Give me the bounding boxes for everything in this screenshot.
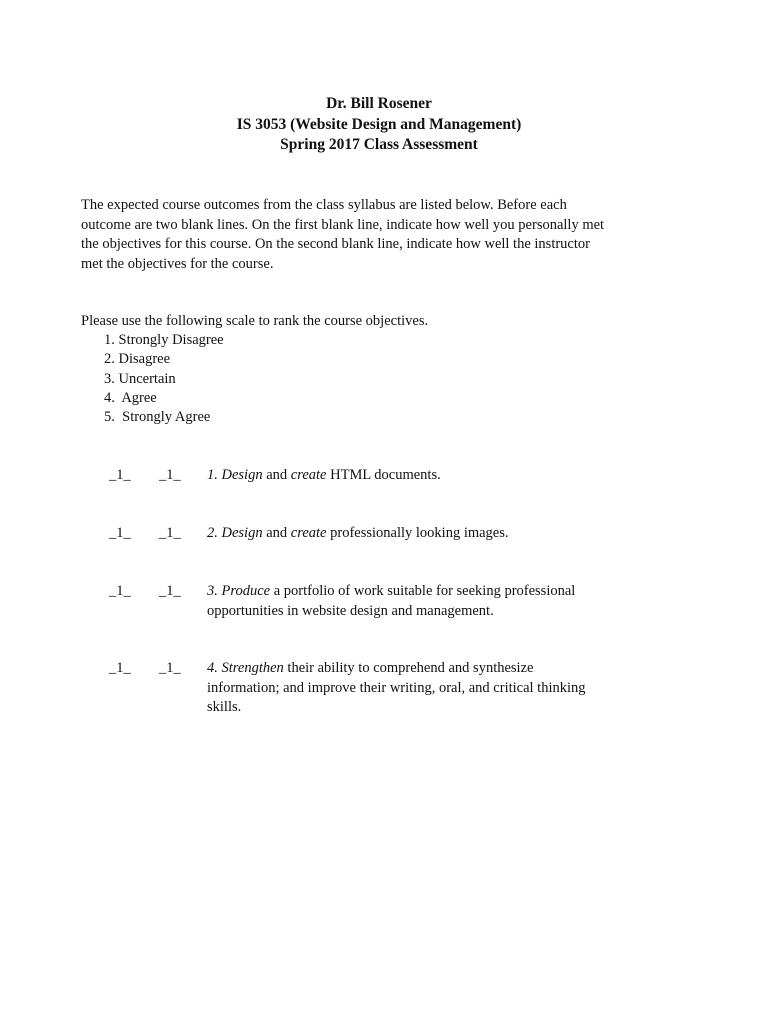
outcome-description: professionally looking images. [330, 525, 509, 541]
outcome-text [207, 582, 677, 621]
rating-scale-list [104, 331, 224, 427]
outcome-number: 4. [207, 660, 218, 676]
outcome-continuation: skills. [207, 699, 242, 715]
outcome-continuation: opportunities in website design and management. [207, 602, 494, 619]
outcome-verb: Design [221, 467, 263, 483]
instructor-name: Dr. Bill Rosener [326, 95, 432, 112]
self-rating-blank[interactable]: _1_ [109, 660, 131, 676]
outcome-text [207, 466, 677, 486]
self-rating-blank[interactable]: _1_ [109, 525, 131, 541]
outcome-number: 1. [207, 467, 218, 483]
outcome-text [207, 524, 677, 544]
scale-instructions: Please use the following scale to rank the course objectives. [81, 313, 429, 329]
scale-item: 1. Strongly Disagree [104, 332, 224, 348]
scale-item: 3. Uncertain [104, 370, 176, 387]
outcome-connector: and [266, 525, 288, 541]
outcome-continuation: information; and improve their writing, oral, and critical thinking [207, 679, 586, 696]
outcome-text [207, 659, 677, 718]
instructor-rating-blank[interactable]: _1_ [159, 467, 181, 483]
intro-line: The expected course outcomes from the class syllabus are listed below. Before each [81, 197, 567, 213]
outcome-description: their ability to comprehend and synthesize [287, 660, 534, 676]
scale-item: 5. Strongly Agree [104, 409, 211, 426]
outcome-description: HTML documents. [330, 467, 441, 483]
scale-item: 2. Disagree [104, 351, 171, 368]
outcome-verb: create [290, 467, 327, 483]
outcome-number: 2. [207, 525, 218, 541]
course-title: IS 3053 (Website Design and Management) [236, 115, 522, 133]
document-header [0, 94, 758, 156]
intro-line: the objectives for this course. On the second blank line, indicate how well the instructor [81, 236, 590, 252]
outcome-verb: Produce [221, 583, 271, 599]
instructor-rating-blank[interactable]: _1_ [159, 583, 181, 599]
outcome-connector: and [266, 467, 288, 483]
intro-line: outcome are two blank lines. On the first blank line, indicate how well you personally met [81, 216, 605, 233]
outcome-verb: Strengthen [221, 660, 284, 676]
self-rating-blank[interactable]: _1_ [109, 467, 131, 483]
scale-item: 4. Agree [104, 389, 157, 406]
outcome-number: 3. [207, 583, 218, 599]
intro-line: met the objectives for the course. [81, 255, 274, 272]
self-rating-blank[interactable]: _1_ [109, 583, 131, 599]
instructor-rating-blank[interactable]: _1_ [159, 660, 181, 676]
intro-paragraph [81, 196, 681, 274]
outcome-verb: Design [221, 525, 263, 541]
instructor-rating-blank[interactable]: _1_ [159, 525, 181, 541]
outcome-description: a portfolio of work suitable for seeking professional [273, 583, 576, 599]
assessment-title: Spring 2017 Class Assessment [280, 136, 478, 153]
outcome-verb: create [290, 525, 327, 541]
